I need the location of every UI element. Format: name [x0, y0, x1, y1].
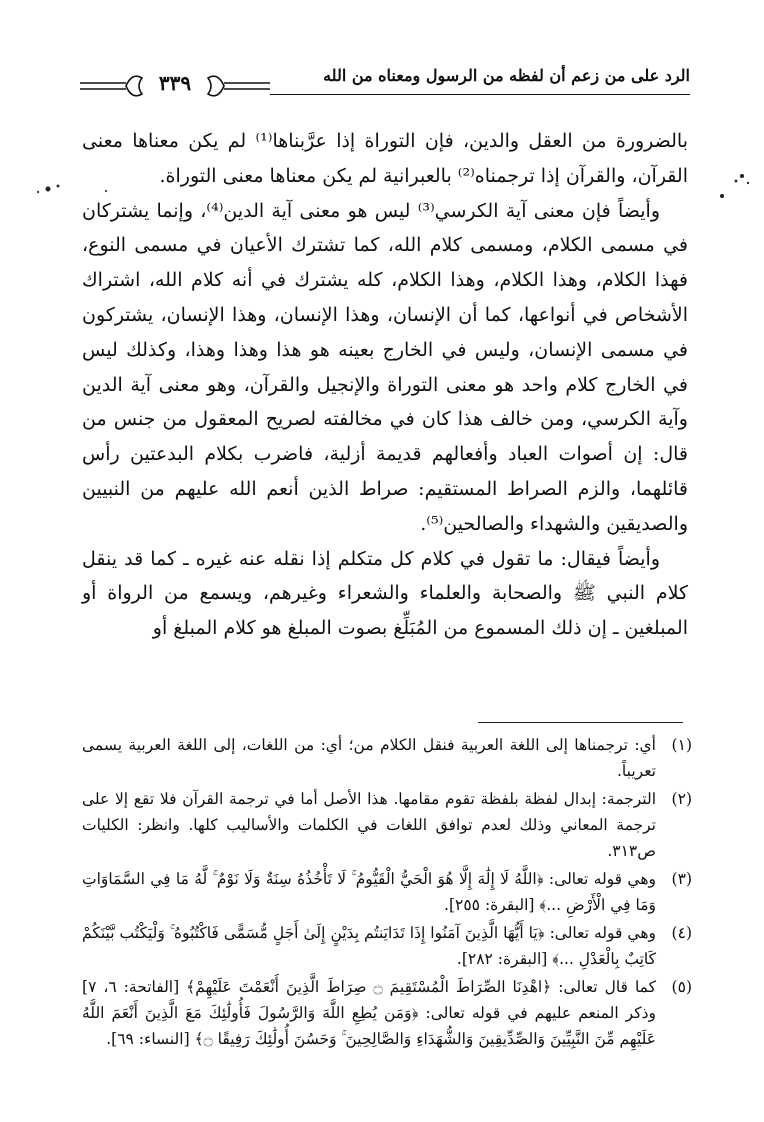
footnote-divider: [478, 722, 683, 723]
running-title: الرد على من زعم أن لفظه من الرسول ومعناه من الله: [323, 66, 690, 85]
footnote-number: (١): [671, 736, 692, 754]
running-header: [80, 60, 690, 104]
footnote-text: أي: ترجمناها إلى اللغة العربية فنقل الكلام من؛ أي: من اللغات، إلى اللغة العربية يسمى تعريباً.: [82, 736, 656, 780]
footnote-text: كما قال تعالى: ﴿اهْدِنَا الصِّرَاطَ الْمُسْتَقِيمَ ۝ صِرَاطَ الَّذِينَ أَنْعَمْتَ عَلَيْهِمْ﴾ [الفاتحة: ٦، ٧] وذكر المنعم عليهم في قوله تعالى: ﴿وَمَن يُطِعِ اللَّهَ وَالرَّسُولَ فَأُولَٰئِكَ مَعَ الَّذِينَ أَنْعَمَ اللَّهُ عَلَيْهِم مِّنَ النَّبِيِّينَ وَالصِّدِّيقِينَ وَالشُّهَدَاءِ وَالصَّالِحِينَ ۚ وَحَسُنَ أُولَٰئِكَ رَفِيقًا ۝﴾ [النساء: ٦٩].: [82, 978, 657, 1048]
footnote: [82, 786, 692, 864]
paragraph: وأيضاً فإن معنى آية الكرسي⁽³⁾ ليس هو معنى آية الدين⁽⁴⁾، وإنما يشتركان في مسمى الكلام، ومسمى كلام الله، كما تشترك الأعيان في مسمى النوع، فهذا الكلام، وهذا الكلام، وهذا الكلام، كله يشترك في أنه كلام الله، اشتراك الأشخاص في أنواعها، كما أن الإنسان، وهذا الإنسان، وهذا الإنسان، يشتركون في مسمى الإنسان، وليس في الخارج بعينه هو هذا وهذا وهذا، وكذلك ليس في الخارج كلام واحد هو معنى التوراة والإنجيل والقرآن، وهو معنى آية الدين وآية الكرسي، ومن خالف هذا كان في مخالفته لصريح المعقول من جنس من قال: إن أصوات العباد وأفعالهم قديمة أزلية، فاضرب بكلام البدعتين رأس قائلهما، والزم الصراط المستقيم: صراط الذين أنعم الله عليهم من النبيين والصديقين والشهداء والصالحين⁽⁵⁾.: [82, 199, 688, 535]
main-text: [82, 124, 688, 646]
header-rule: [270, 94, 690, 95]
footnote-number: (٣): [671, 870, 692, 888]
footnote-number: (٢): [671, 790, 692, 808]
page-number-ornament: [80, 68, 270, 102]
footnote-number: (٥): [671, 978, 692, 996]
page-number: ٣٣٩: [158, 71, 192, 95]
footnote: [82, 974, 692, 1052]
footnote-text: الترجمة: إبدال لفظة بلفظة تقوم مقامها. هذا الأصل أما في ترجمة القرآن فلا تقع إلا على ترجمة المعاني وذلك لعدم توافق اللغات في الكلمات والأساليب كلها. وانظر: الكليات ص٣١٣.: [82, 790, 656, 860]
footnote-text: وهي قوله تعالى: ﴿يَا أَيُّهَا الَّذِينَ آمَنُوا إِذَا تَدَايَنتُم بِدَيْنٍ إِلَىٰ أَجَلٍ مُّسَمًّى فَاكْتُبُوهُ ۚ وَلْيَكْتُب بَّيْنَكُمْ كَاتِبٌ بِالْعَدْلِ ...﴾ [البقرة: ٢٨٢].: [82, 924, 656, 968]
footnote-number: (٤): [671, 924, 692, 942]
paragraph: بالضرورة من العقل والدين، فإن التوراة إذا عرَّبناها⁽¹⁾ لم يكن معناها معنى القرآن، والقرآن إذا ترجمناه⁽²⁾ بالعبرانية لم يكن معناها معنى التوراة.: [82, 130, 688, 187]
footnote-text: وهي قوله تعالى: ﴿اللَّهُ لَا إِلَٰهَ إِلَّا هُوَ الْحَيُّ الْقَيُّومُ ۚ لَا تَأْخُذُهُ سِنَةٌ وَلَا نَوْمٌ ۚ لَّهُ مَا فِي السَّمَاوَاتِ وَمَا فِي الْأَرْضِ ...﴾ [البقرة: ٢٥٥].: [82, 870, 656, 914]
paragraph: وأيضاً فيقال: ما تقول في كلام كل متكلم إذا نقله عنه غيره ـ كما قد ينقل كلام النبي ﷺ والصحابة والعلماء والشعراء وغيرهم، ويسمع من الرواة أو المبلغين ـ إن ذلك المسموع من المُبَلِّغ بصوت المبلغ هو كلام المبلغ أو: [82, 547, 688, 640]
footnote: [82, 732, 692, 784]
footnotes: [82, 732, 692, 1054]
footnote: [82, 920, 692, 972]
footnote: [82, 866, 692, 918]
